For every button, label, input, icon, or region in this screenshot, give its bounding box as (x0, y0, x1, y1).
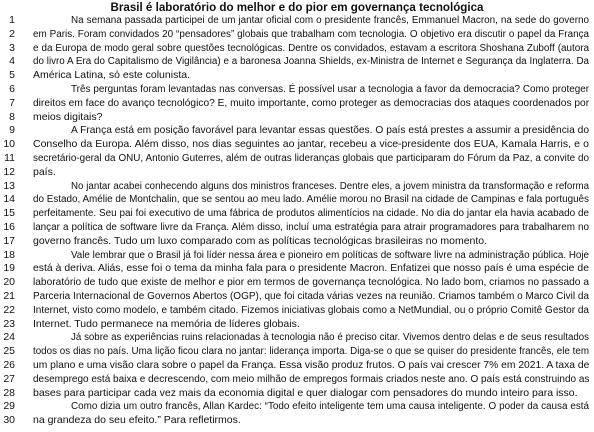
line-number: 3 (9, 41, 15, 54)
line-number: 13 (3, 179, 15, 192)
text-line (0, 97, 594, 111)
text-line (0, 276, 594, 290)
text-line (0, 318, 594, 332)
text-line (0, 249, 594, 263)
line-number: 18 (3, 248, 15, 261)
line-number: 16 (3, 220, 15, 233)
text-line (0, 28, 594, 42)
text-line (0, 166, 594, 180)
line-number: 30 (3, 414, 15, 427)
line-text: do livro A Era do Capitalismo de Vigilância) e a baronesa Joanna Shields, ex-Ministra de Internet e Segurança da Inglaterra. Da (33, 56, 589, 68)
line-number: 9 (9, 124, 15, 137)
line-text: Já sobre as experiências ruins relacionadas à tecnologia não é preciso citar. Vivemos dentro delas e de seus resultados (71, 332, 589, 344)
line-text: secretário-geral da ONU, Antonio Guterres, além de outras lideranças globais que participaram do Fórum da Paz, a convite do (33, 152, 589, 164)
line-text: em Paris. Foram convidados 20 “pensadores” globais que trabalham com tecnologia. O objetivo era discutir o papel da França (33, 28, 589, 40)
line-number: 28 (3, 386, 15, 399)
text-line (0, 111, 594, 125)
line-number: 8 (9, 110, 15, 123)
line-text: Três perguntas foram levantadas nas conversas. É possível usar a tecnologia a favor da democracia? Como proteger (71, 83, 589, 95)
text-line (0, 235, 594, 249)
line-number: 12 (3, 165, 15, 178)
line-text: Como dizia um outro francês, Allan Kardec: “Todo efeito inteligente tem uma causa inteligente. O poder da causa está (71, 401, 589, 413)
text-line (0, 221, 594, 235)
line-text: governo francês. Tudo um luxo comparado com as políticas tecnológicas brasileiras no momento. (33, 234, 488, 247)
text-line (0, 69, 594, 83)
text-line (0, 304, 594, 318)
text-line (0, 83, 594, 97)
line-text: Parceria Internacional de Governos Abertos (OGP), que foi citada várias vezes na reunião. Criamos também o Marco Civil da (33, 290, 589, 302)
line-number: 4 (9, 55, 15, 68)
line-text: Internet. Tudo permanece na memória de líderes globais. (33, 317, 300, 330)
line-text: um plano e uma visão clara sobre o papel da França. Essa visão produz frutos. O país vai crescer 7% em 2021. A taxa de (33, 359, 589, 371)
article-title: Brasil é laboratório do melhor e do pior em governança tecnológica (110, 1, 484, 14)
text-line (0, 400, 594, 414)
line-number: 14 (3, 193, 15, 206)
line-text: está à deriva. Aliás, esse foi o tema da minha fala para o presidente Macron. Enfatizei que nosso país é uma espécie de (33, 263, 589, 275)
text-line (0, 42, 594, 56)
line-text: Conselho da Europa. Além disso, nos dias seguintes ao jantar, recebeu a vice-presidente dos EUA, Kamala Harris, e o (33, 138, 589, 151)
line-text: na grandeza do seu efeito.” Para refletirmos. (33, 414, 241, 427)
text-line (0, 14, 594, 28)
line-text: do Estado, Amélie de Montchalin, que se sentou ao meu lado. Amélie morou no Brasil na cidade de Campinas e fala português (33, 194, 589, 206)
line-number: 2 (9, 27, 15, 40)
line-number: 1 (9, 14, 15, 26)
line-text: No jantar acabei conhecendo alguns dos ministros franceses. Dentre eles, a jovem ministra da transformação e reforma (71, 180, 589, 192)
text-line (0, 55, 594, 69)
text-line (0, 152, 594, 166)
line-text: América Latina, só este colunista. (33, 69, 190, 82)
text-line (0, 414, 594, 428)
line-number: 17 (3, 234, 15, 247)
text-line (0, 345, 594, 359)
line-number: 25 (3, 345, 15, 358)
text-line (0, 331, 594, 345)
text-line (0, 124, 594, 138)
line-number: 10 (3, 138, 15, 151)
text-line (0, 193, 594, 207)
line-text: lançar a política de software livre da França. Além disso, incluí uma estratégia para atrair programadores para trabalharem no (33, 221, 589, 233)
line-number: 19 (3, 262, 15, 275)
text-line (0, 180, 594, 194)
line-number: 5 (9, 69, 15, 82)
line-text: Na semana passada participei de um jantar oficial com o presidente francês, Emmanuel Macron, na sede do governo (71, 15, 589, 26)
line-number: 20 (3, 276, 15, 289)
line-text: perfeitamente. Seu pai foi executivo de uma fábrica de produtos alimentícios na cidade. No dia do jantar ela havia acabado de (33, 208, 589, 220)
text-line (0, 373, 594, 387)
line-text: direitos em face do avanço tecnológico? E, muito importante, como proteger as democracias dos ataques coordenados por (33, 97, 589, 109)
line-number: 23 (3, 317, 15, 330)
line-number: 11 (4, 151, 15, 164)
line-number: 7 (9, 96, 15, 109)
line-text: desemprego está baixa e decrescendo, com meio milhão de empregos formais criados neste ano. O país está construindo as (33, 373, 589, 385)
article-body (0, 14, 594, 428)
text-line (0, 262, 594, 276)
line-text: e da Europa de modo geral sobre questões tecnológicas. Dentre os convidados, estavam a escritora Shoshana Zuboff (autora (33, 42, 589, 54)
text-line (0, 207, 594, 221)
text-line (0, 138, 594, 152)
line-number: 27 (3, 372, 15, 385)
line-text: Internet, visto como modelo, e também citado. Fizemos iniciativas globais como a NetMundial, ou o próprio Comitê Gestor da (33, 304, 589, 316)
line-number: 26 (3, 358, 15, 371)
text-line (0, 359, 594, 373)
line-number: 24 (3, 331, 15, 344)
line-text: Vale lembrar que o Brasil já foi líder nessa área e pioneiro em políticas de software livre na administração pública. Hoje (71, 249, 589, 261)
line-number: 29 (3, 400, 15, 413)
line-text: meios digitais? (33, 110, 103, 123)
line-text: bases para participar cada vez mais da economia digital e quer dialogar com pensadores do mundo inteiro para isso. (33, 386, 578, 399)
line-text: todos os dias no país. Uma lição ficou clara no jantar: liderança importa. Diga-se o que se quiser do presidente francês, ele tem (33, 346, 589, 358)
line-number: 6 (9, 82, 15, 95)
line-number: 21 (3, 289, 15, 302)
text-line (0, 290, 594, 304)
line-number: 22 (3, 303, 15, 316)
line-text: A França está em posição favorável para levantar essas questões. O país está prestes a assumir a presidência do (71, 125, 589, 137)
line-text: país. (33, 165, 56, 178)
line-number: 15 (3, 207, 15, 220)
text-line (0, 387, 594, 401)
line-text: laboratório de tudo que existe de melhor e pior em termos de governança tecnológica. No lado bom, criamos no passado a (33, 277, 589, 289)
